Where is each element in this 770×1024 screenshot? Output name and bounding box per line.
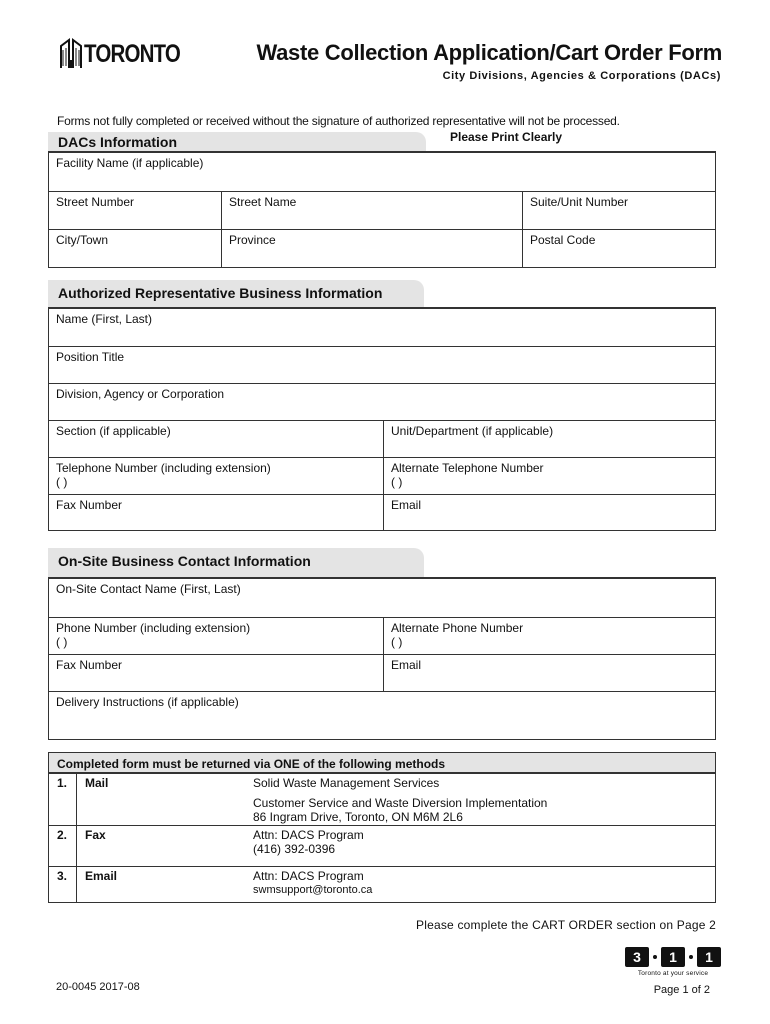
- method-email-details: Attn: DACS Program swmsupport@toronto.ca: [253, 867, 715, 902]
- onsite-fax-field[interactable]: Fax Number: [56, 658, 123, 672]
- auth-rep-heading: Authorized Representative Business Information: [48, 280, 424, 308]
- city-town-field[interactable]: City/Town: [56, 233, 109, 247]
- method-mail-address: Solid Waste Management Services Customer Service and Waste Diversion Implementation 86 Ingram Drive, Toronto, ON M6M 2L6: [253, 776, 548, 824]
- form-title: Waste Collection Application/Cart Order Form: [256, 40, 722, 65]
- auth-rep-table: [48, 307, 716, 531]
- dacs-info-heading: DACs Information: [48, 132, 426, 152]
- method-mail-row: 1. Mail Solid Waste Management Services Customer Service and Waste Diversion Implementation 86 Ingram Drive, Toronto, ON M6M 2L6: [49, 773, 715, 825]
- method-email-label: Email: [85, 869, 118, 883]
- method-email-row: 3. Email Attn: DACS Program swmsupport@toronto.ca: [49, 866, 715, 902]
- street-number-field[interactable]: Street Number: [56, 195, 135, 209]
- page-number: Page 1 of 2: [653, 984, 710, 996]
- division-field[interactable]: Division, Agency or Corporation: [56, 387, 225, 401]
- form-subtitle: City Divisions, Agencies & Corporations (DACs): [442, 70, 721, 82]
- return-methods-table: [48, 752, 716, 903]
- method-fax-row: 2. Fax Attn: DACS Program (416) 392-0396: [49, 825, 715, 866]
- rep-fax-field[interactable]: Fax Number: [56, 498, 123, 512]
- position-title-field[interactable]: Position Title: [56, 350, 125, 364]
- toronto-logo: [60, 34, 201, 68]
- onsite-heading: On-Site Business Contact Information: [48, 548, 424, 578]
- onsite-email-field[interactable]: Email: [383, 655, 715, 691]
- province-field[interactable]: Province: [221, 230, 522, 267]
- onsite-phone-field[interactable]: Phone Number (including extension) ( ): [56, 621, 251, 649]
- signature-notice: Forms not fully completed or received without the signature of authorized representative will not be processed.: [57, 114, 620, 128]
- print-clearly-note: Please Print Clearly: [450, 130, 563, 144]
- dacs-info-table: [48, 151, 716, 268]
- logo-text: TORONTO: [84, 40, 181, 68]
- method-fax-label: Fax: [85, 828, 106, 842]
- delivery-instructions-field[interactable]: Delivery Instructions (if applicable): [56, 695, 239, 709]
- facility-name-field[interactable]: Facility Name (if applicable): [56, 156, 204, 170]
- section-field[interactable]: Section (if applicable): [56, 424, 171, 438]
- unit-department-field[interactable]: Unit/Department (if applicable): [383, 421, 715, 457]
- street-name-field[interactable]: Street Name: [221, 192, 522, 229]
- toronto-311-logo: 3 1 1 Toronto at your service: [628, 947, 718, 977]
- postal-code-field[interactable]: Postal Code: [522, 230, 715, 267]
- method-fax-details: Attn: DACS Program (416) 392-0396: [253, 828, 364, 856]
- method-mail-label: Mail: [85, 776, 109, 790]
- rep-name-field[interactable]: Name (First, Last): [56, 312, 153, 326]
- cart-order-note: Please complete the CART ORDER section on Page 2: [416, 918, 716, 932]
- form-number: 20-0045 2017-08: [56, 981, 140, 993]
- rep-email-field[interactable]: Email: [383, 495, 715, 530]
- onsite-contact-name-field[interactable]: On-Site Contact Name (First, Last): [56, 582, 241, 596]
- alt-telephone-field[interactable]: Alternate Telephone Number ( ): [383, 458, 715, 494]
- suite-unit-field[interactable]: Suite/Unit Number: [522, 192, 715, 229]
- city-hall-icon: [60, 38, 82, 68]
- return-methods-heading: Completed form must be returned via ONE of the following methods: [49, 753, 715, 773]
- support-email-link[interactable]: swmsupport@toronto.ca: [253, 884, 373, 896]
- telephone-field[interactable]: Telephone Number (including extension) ( ): [56, 461, 271, 489]
- onsite-alt-phone-field[interactable]: Alternate Phone Number ( ): [383, 618, 715, 654]
- onsite-table: [48, 577, 716, 740]
